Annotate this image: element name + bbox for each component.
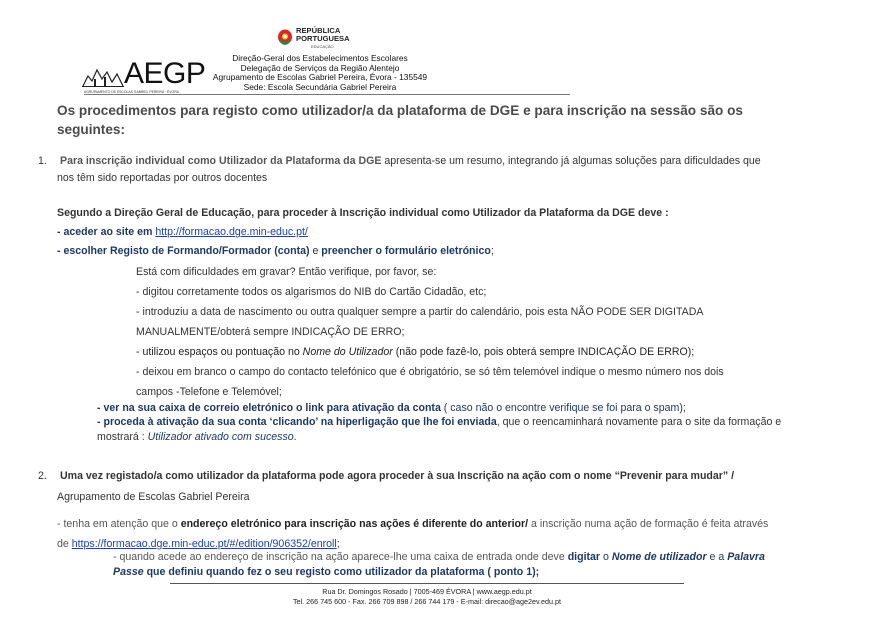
enroll-note-a: - tenha em atenção que o	[57, 518, 181, 530]
aegp-logo-caption: AGRUPAMENTO DE ESCOLAS GABRIEL PEREIRA · ÉVORA	[84, 90, 179, 94]
check-date-line1: - introduziu a data de nascimento ou outra qualquer sempre a partir do calendário, pois esta NÃO PODE SER DIGITADA	[136, 306, 704, 318]
step-register-a: - escolher Registo de Formando/Formador (conta)	[57, 245, 310, 257]
republica-line2: PORTUGUESA	[296, 34, 350, 43]
step-activate-e: .	[293, 431, 297, 443]
page-title-line1: Os procedimentos para registo como utilizador/a da plataforma de DGE e para inscrição na sessão são os	[57, 103, 743, 118]
page-title	[57, 101, 743, 139]
section1-intro-line2: nos têm sido reportadas por outros docentes	[57, 172, 268, 184]
check-date-line2: MANUALMENTE/obterá sempre INDICAÇÃO DE ERRO;	[136, 326, 405, 338]
section1-intro-rest: apresenta-se um resumo, integrando já algumas soluções para dificuldades que	[381, 155, 761, 167]
section2-intro-line2: Agrupamento de Escolas Gabriel Pereira	[57, 491, 250, 503]
enroll-link-line	[57, 538, 340, 550]
aegp-building-icon	[82, 62, 124, 88]
check-spaces-b: Nome do Utilizador	[302, 346, 393, 358]
step-check-mail	[97, 402, 686, 414]
header-divider	[84, 94, 570, 95]
step-activate-d: Utilizador ativado com sucesso	[147, 431, 294, 443]
section1-number: 1.	[38, 155, 47, 167]
section1-lead: Segundo a Direção Geral de Educação, para proceder à Inscrição individual como Utilizador da Plataforma da DGE deve :	[57, 207, 669, 219]
difficulty-question: Está com dificuldades em gravar? Então verifique, por favor, se:	[136, 266, 437, 278]
check-spaces-c: (não pode fazê-lo, pois obterá sempre INDICAÇÃO DE ERRO);	[392, 346, 695, 358]
header-line: Delegação de Serviços da Região Alentejo	[240, 62, 400, 73]
step-register	[57, 245, 494, 257]
step-activate-b: , que o reencaminhará novamente para o site da formação e	[496, 416, 782, 428]
access-instructions-line1	[113, 551, 765, 563]
step-register-d: ;	[490, 245, 494, 257]
republica-emblem-icon	[276, 26, 294, 46]
access-e: e a	[706, 551, 728, 563]
step-activate-c: mostrará :	[97, 431, 148, 443]
section1-intro	[60, 155, 761, 167]
header-line: Sede: Escola Secundária Gabriel Pereira	[243, 81, 397, 92]
dge-site-link[interactable]: http://formacao.dge.min-educ.pt/	[155, 226, 308, 238]
step-activate-line2	[97, 431, 297, 443]
section2-number: 2.	[38, 470, 47, 482]
access-h: que definiu quando fez o seu registo como utilizador da plataforma ( ponto 1);	[143, 566, 540, 578]
enroll-note-b: endereço eletrónico para inscrição nas ações é diferente do anterior/	[180, 518, 529, 530]
aegp-logo-text: AEGP	[124, 57, 206, 90]
footer	[170, 587, 684, 607]
header-line: Direção-Geral dos Estabelecimentos Escolares	[232, 53, 408, 63]
check-phone-line1: - deixou em branco o campo do contacto telefónico que é obrigatório, se só têm telemóvel indique o mesmo número nos dois	[136, 366, 724, 378]
page-title-line2: seguintes:	[57, 122, 125, 137]
enroll-note	[57, 518, 768, 530]
check-phone-line2: campos -Telefone e Telemóvel;	[136, 386, 282, 398]
step-activate	[97, 416, 781, 428]
access-a: - quando acede ao endereço de inscrição na ação aparece-lhe uma caixa de entrada onde deve	[113, 551, 568, 563]
footer-contacts: Tel. 266 745 600 - Fax. 266 709 898 / 266 744 179 - E-mail: direcao@age2ev.edu.pt	[292, 597, 562, 606]
access-instructions-line2	[113, 566, 539, 578]
step-mail: - ver na sua caixa de correio eletrónico o link para ativação da conta	[97, 402, 441, 414]
enroll-link-prefix: de	[57, 538, 72, 550]
step-activate-a: - proceda à ativação da sua conta ‘clicando’ na hiperligação que lhe foi enviada	[97, 416, 497, 428]
enroll-link-suffix: ;	[336, 538, 340, 550]
footer-divider	[170, 583, 684, 584]
enroll-note-c: a inscrição numa ação de formação é feita através	[528, 518, 769, 530]
step-register-c: preencher o formulário eletrónico	[321, 245, 491, 257]
step-access-label: - aceder ao site em	[57, 226, 156, 238]
check-spaces-a: - utilizou espaços ou pontuação no	[136, 346, 303, 358]
access-c: o	[600, 551, 612, 563]
access-g: Passe	[113, 566, 144, 578]
republica-small: EDUCAÇÃO	[311, 44, 334, 49]
enroll-link[interactable]: https://formacao.dge.min-educ.pt/#/edition/906352/enroll	[71, 538, 337, 550]
header-address-block	[200, 54, 440, 92]
access-b: digitar	[567, 551, 601, 563]
section2-intro-line1: Uma vez registado/a como utilizador da plataforma pode agora proceder à sua Inscrição na ação com o nome “Prevenir para mudar” /	[60, 470, 735, 482]
step-register-b: e	[309, 245, 322, 257]
republica-line1: REPÚBLICA	[296, 26, 341, 35]
access-f: Palavra	[727, 551, 765, 563]
check-nib: - digitou corretamente todos os algarismos do NIB do Cartão Cidadão, etc;	[136, 286, 487, 298]
check-spaces	[136, 346, 694, 358]
step-mail-note: ( caso não o encontre verifique se foi para o spam);	[440, 402, 686, 414]
section1-intro-bold: Para inscrição individual como Utilizador da Plataforma da DGE	[60, 155, 382, 167]
step-access-site	[57, 226, 308, 238]
access-d: Nome de utilizador	[611, 551, 707, 563]
header-line: Agrupamento de Escolas Gabriel Pereira, Évora - 135549	[212, 72, 428, 83]
footer-address: Rua Dr. Domingos Rosado | 7005-469 ÉVORA | www.aegp.edu.pt	[322, 587, 532, 596]
